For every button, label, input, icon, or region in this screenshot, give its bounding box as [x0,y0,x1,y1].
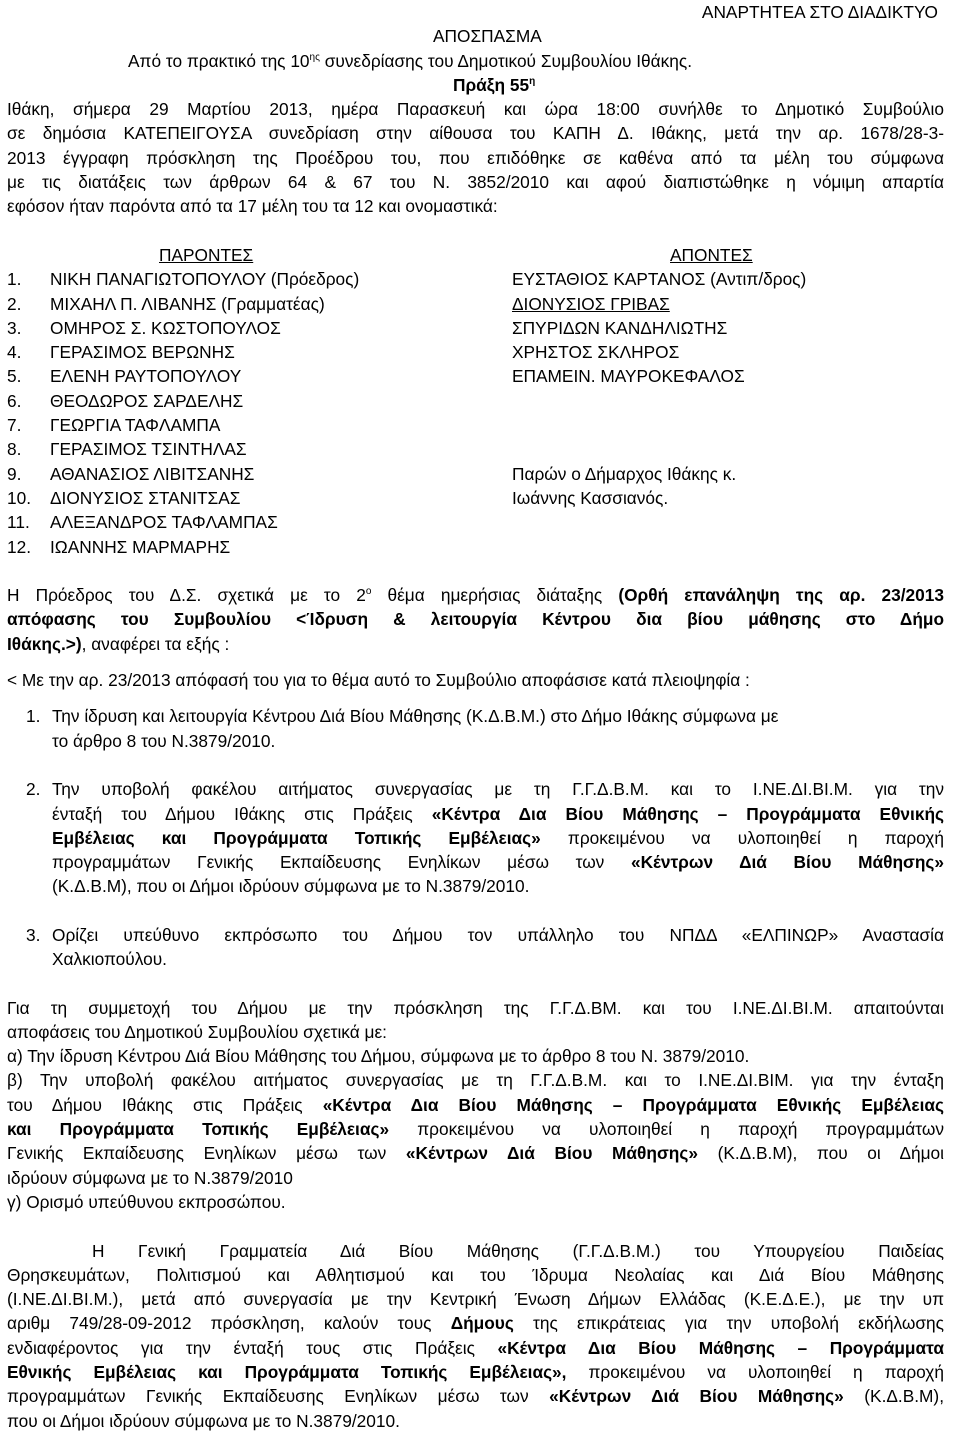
decision-item-2-cont [7,802,944,826]
secretariat-text: (Κ.Δ.Β.Μ), [843,1386,944,1407]
spacer [7,984,944,996]
participation-line-8: ιδρύουν σύμφωνα με το Ν.3879/2010 [7,1167,293,1188]
present-header: ΠΑΡΟΝΤΕΣ [159,244,254,265]
item-text: Την ίδρυση και λειτουργία Κέντρου Διά Βίου Μάθησης (Κ.Δ.Β.Μ.) στο Δήμο Ιθάκης σύμφωνα με [52,706,779,727]
secretariat-line-3: (Ι.ΝΕ.ΔΙ.ΒΙ.Μ.), μετά από συνεργασία με την Κεντρική Ένωση Δήμων Ελλάδας (Κ.Ε.Δ.Ε.), με την υπ [7,1289,944,1310]
subject-line-2: απόφασης του Συμβουλίου <Ίδρυση & λειτουργία Κέντρου δια βίου μάθησης στο Δήμο [7,609,944,630]
secretariat-line-8: που οι Δήμοι ιδρύουν σύμφωνα με το Ν.3879/2010. [7,1410,400,1431]
present-num: 7. [7,415,22,436]
minutes-sup: ης [309,51,320,63]
attendance-row [7,316,944,340]
secretariat-bold: «Κέντρα Δια Βίου Μάθησης – Προγράμματα [497,1337,944,1358]
decision-item-3-cont: Χαλκιοπούλου. [52,949,167,970]
participation-line-2: αποφάσεις του Δημοτικού Συμβουλίου σχετικά με: [7,1021,387,1042]
participation-line-9: γ) Ορισμό υπεύθυνου εκπροσώπου. [7,1191,286,1212]
attendance-row [7,413,944,437]
secretariat-line-2: Θρησκευμάτων, Πολιτισμού και Αθλητισμού και του Ίδρυμα Νεολαίας και Διά Βίου Μάθησης [7,1264,944,1285]
subject-sup: ο [365,586,372,598]
item-text: προκειμένου να υλοποιηθεί η παροχή [540,827,944,848]
secretariat-bold: «Κέντρων Διά Βίου Μάθησης» [549,1386,844,1407]
attendance-row [7,389,944,413]
present-num: 2. [7,293,22,314]
decision-item-2 [7,777,944,801]
participation-bold: «Κέντρα Δια Βίου Μάθησης – Προγράμματα Εθνικής Εμβέλειας [322,1094,944,1115]
attendance-row [7,462,944,486]
subject-text: , αναφέρει τα εξής : [81,633,230,654]
secretariat-line-4 [7,1311,944,1335]
present-num: 9. [7,463,22,484]
item-number: 3. [26,924,41,945]
participation-bold: και Προγράμματα Τοπικής Εμβέλειας» [7,1119,390,1140]
decision-item-2-cont [7,850,944,874]
item-number: 2. [26,779,41,800]
attendance-row [7,486,944,510]
present-member: ΔΙΟΝΥΣΙΟΣ ΣΤΑΝΙΤΣΑΣ [50,487,241,508]
secretariat-text: αριθμ 749/28-09-2012 πρόσκληση, καλούν τους [7,1313,451,1334]
item-bold: Εμβέλειας και Προγράμματα Τοπικής Εμβέλειας» [52,827,541,848]
subject-bold: Ιθάκης.>) [7,633,82,654]
present-member: ΝΙΚΗ ΠΑΝΑΓΙΩΤΟΠΟΥΛΟΥ (Πρόεδρος) [50,269,360,290]
decision-item-2-cont [7,826,944,850]
intro-line-1: Ιθάκη, σήμερα 29 Μαρτίου 2013, ημέρα Παρασκευή και ώρα 18:00 συνήλθε το Δημοτικό Συμβούλιο [7,99,944,120]
participation-text: προκειμένου να υλοποιηθεί η παροχή προγραμμάτων [389,1119,944,1140]
act-number [7,73,944,97]
subject-bold: (Ορθή επανάληψη της αρ. 23/2013 [618,585,944,606]
minutes-text-a: Από το πρακτικό της 10 [128,50,310,71]
attendance-row [7,364,944,388]
attendance-row [7,510,944,534]
absent-member: ΣΠΥΡΙΔΩΝ ΚΑΝΔΗΛΙΩΤΗΣ [512,317,728,338]
absent-member: ΕΠΑΜΕΙΝ. ΜΑΥΡΟΚΕΦΑΛΟΣ [512,366,745,387]
present-member: ΑΛΕΞΑΝΔΡΟΣ ΤΑΦΛΑΜΠΑΣ [50,512,278,533]
participation-text: Γενικής Εκπαίδευσης Ενηλίκων μέσω των [7,1143,406,1164]
present-member: ΙΩΑΝΝΗΣ ΜΑΡΜΑΡΗΣ [50,536,231,557]
present-num: 6. [7,390,22,411]
attendance-row [7,340,944,364]
participation-line-7 [7,1141,944,1165]
decision-item-1 [7,704,944,728]
spacer [7,1214,944,1238]
present-member: ΑΘΑΝΑΣΙΟΣ ΛΙΒΙΤΣΑΝΗΣ [50,463,255,484]
secretariat-text: προγραμμάτων Γενικής Εκπαίδευσης Ενηλίκων μέσω των [7,1386,550,1407]
secretariat-bold: Εθνικής Εμβέλειας και Προγράμματα Τοπικής Εμβέλειας», [7,1362,567,1383]
secretariat-bold: Δήμους [450,1313,514,1334]
present-member: ΓΕΡΑΣΙΜΟΣ ΤΣΙΝΤΗΛΑΣ [50,439,247,460]
secretariat-text: προκειμένου να υλοποιηθεί η παροχή [566,1362,944,1383]
decision-item-2-cont: (Κ.Δ.Β.Μ), που οι Δήμοι ιδρύουν σύμφωνα με το Ν.3879/2010. [52,876,530,897]
item-bold: «Κέντρων Διά Βίου Μάθησης» [630,852,944,873]
present-num: 8. [7,439,22,460]
attendance-row [7,437,944,461]
present-member: ΓΕΩΡΓΙΑ ΤΑΦΛΑΜΠΑ [50,415,221,436]
secretariat-line-6 [7,1360,944,1384]
attendance-row [7,267,944,291]
absent-header: ΑΠΟΝΤΕΣ [670,244,753,265]
present-num: 1. [7,269,22,290]
absent-member: ΧΡΗΣΤΟΣ ΣΚΛΗΡΟΣ [512,342,680,363]
attendance-row [7,292,944,316]
spacer [7,753,944,777]
subject-text: θέμα ημερήσιας διάταξης [371,585,619,606]
present-num: 10. [7,487,32,508]
present-member: ΕΛΕΝΗ ΡΑΥΤΟΠΟΥΛΟΥ [50,366,242,387]
intro-line-2: σε δημόσια ΚΑΤΕΠΕΙΓΟΥΣΑ συνεδρίαση στην αίθουσα του ΚΑΠΗ Δ. Ιθάκης, μετά την αρ. 1678/28-3- [7,123,944,144]
absent-member: ΔΙΟΝΥΣΙΟΣ ΓΡΙΒΑΣ [512,293,670,314]
document-page [7,0,944,1433]
item-number: 1. [26,706,41,727]
spacer [7,559,944,583]
present-num: 11. [7,512,30,533]
present-num: 3. [7,317,22,338]
secretariat-line-7 [7,1384,944,1408]
attendance-row [7,535,944,559]
minutes-reference [7,49,944,73]
spacer [7,692,944,704]
participation-line-4: β) Την υποβολή φακέλου αιτήματος συνεργασίας με τη Γ.Γ.Δ.Β.Μ. και το Ι.ΝΕ.ΔΙ.ΒΙΜ. για την ένταξη [7,1070,944,1091]
participation-line-5 [7,1093,944,1117]
present-num: 5. [7,366,22,387]
spacer [7,656,944,668]
act-sup: η [529,76,536,88]
present-member: ΜΙΧΑΗΛ Π. ΛΙΒΑΝΗΣ (Γραμματέας) [50,293,325,314]
present-num: 4. [7,342,22,363]
spacer [7,219,944,243]
decision-item-3 [7,923,944,947]
quote-line: < Με την αρ. 23/2013 απόφασή του για το θέμα αυτό το Συμβούλιο αποφάσισε κατά πλειοψηφία : [7,670,750,691]
item-text: Την υποβολή φακέλου αιτήματος συνεργασίας με τη Γ.Γ.Δ.Β.Μ. και το Ι.ΝΕ.ΔΙ.ΒΙ.Μ. για την [52,779,944,800]
attendance-headers [7,243,944,267]
posted-online-label: ΑΝΑΡΤΗΤΕΑ ΣΤΟ ΔΙΑΔΙΚΤΥΟ [701,2,938,22]
present-member: ΘΕΟΔΩΡΟΣ ΣΑΡΔΕΛΗΣ [50,390,244,411]
spacer [7,972,944,984]
present-member: ΓΕΡΑΣΙΜΟΣ ΒΕΡΩΝΗΣ [50,342,235,363]
decision-item-1-cont: το άρθρο 8 του Ν.3879/2010. [52,730,276,751]
mayor-note: Παρών ο Δήμαρχος Ιθάκης κ. [512,463,737,484]
participation-line-3: α) Την ίδρυση Κέντρου Διά Βίου Μάθησης του Δήμου, σύμφωνα με το άρθρο 8 του Ν. 3879/2010. [7,1046,750,1067]
spacer [7,899,944,923]
subject-text: Η Πρόεδρος του Δ.Σ. σχετικά με το 2 [7,585,366,606]
item-bold: «Κέντρα Δια Βίου Μάθησης – Προγράμματα Εθνικής [431,803,944,824]
secretariat-text: ενδιαφέροντος για την ένταξή τους στις Πράξεις [7,1337,498,1358]
intro-line-5: εφόσον ήταν παρόντα από τα 17 μέλη του τα 12 και ονομαστικά: [7,196,498,217]
participation-line-6 [7,1117,944,1141]
mayor-name: Ιωάννης Κασσιανός. [512,487,669,508]
item-text: Ορίζει υπεύθυνο εκπρόσωπο του Δήμου τον υπάλληλο του ΝΠΔΔ «ΕΛΠΙΝΩΡ» Αναστασία [52,924,944,945]
item-text: ένταξή του Δήμου Ιθάκης στις Πράξεις [52,803,432,824]
present-member: ΟΜΗΡΟΣ Σ. ΚΩΣΤΟΠΟΥΛΟΣ [50,317,281,338]
act-text: Πράξη 55 [453,74,530,95]
item-text: προγραμμάτων Γενικής Εκπαίδευσης Ενηλίκων μέσω των [52,852,631,873]
subject-line-1 [7,583,944,607]
intro-line-3: 2013 έγγραφη πρόσκληση της Προέδρου του, που επιδόθηκε σε καθένα από τα μέλη του σύμφωνα [7,147,944,168]
absent-member: ΕΥΣΤΑΘΙΟΣ ΚΑΡΤΑΝΟΣ (Αντιπ/δρος) [512,269,807,290]
participation-bold: «Κέντρων Διά Βίου Μάθησης» [405,1143,698,1164]
intro-line-4: με τις διατάξεις των άρθρων 64 & 67 του Ν. 3852/2010 και αφού διαπιστώθηκε η νόμιμη απαρτία [7,172,944,193]
participation-text: (Κ.Δ.Β.Μ), που οι Δήμοι [697,1143,944,1164]
participation-line-1: Για τη συμμετοχή του Δήμου με την πρόσκληση της Γ.Γ.Δ.ΒΜ. και του Ι.ΝΕ.ΔΙ.ΒΙ.Μ. απαιτούνται [7,997,944,1018]
participation-text: του Δήμου Ιθάκης στις Πράξεις [7,1094,323,1115]
present-num: 12. [7,536,32,557]
secretariat-line-1: Η Γενική Γραμματεία Διά Βίου Μάθησης (Γ.Γ.Δ.Β.Μ.) του Υπουργείου Παιδείας [92,1240,944,1261]
subject-line-3 [7,632,944,656]
minutes-text-b: συνεδρίασης του Δημοτικού Συμβουλίου Ιθάκης. [319,50,693,71]
secretariat-text: της επικράτειας για την υποβολή εκδήλωσης [513,1313,944,1334]
excerpt-title: ΑΠΟΣΠΑΣΜΑ [433,26,542,47]
secretariat-line-5 [7,1336,944,1360]
